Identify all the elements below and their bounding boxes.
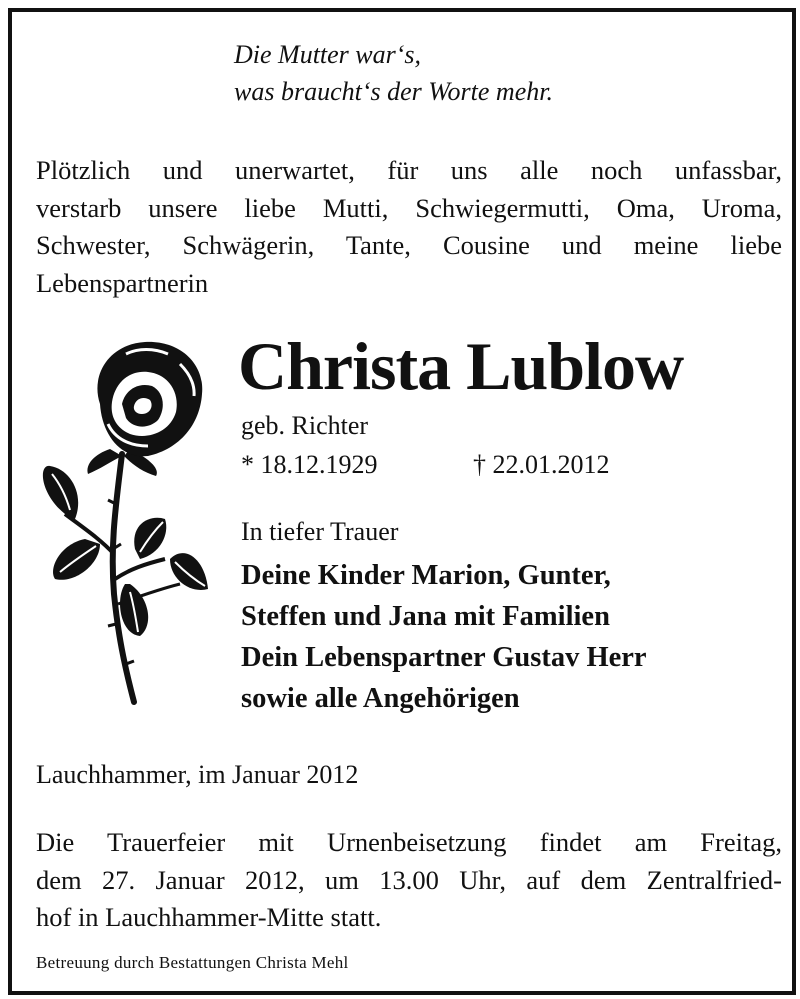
- funeral-line: hof in Lauchhammer-Mitte statt.: [36, 902, 382, 932]
- intro-line: Plötzlich und unerwartet, für uns alle noch unfassbar,: [36, 155, 782, 185]
- motto: [234, 36, 553, 110]
- motto-line-2: was braucht‘s der Worte mehr.: [234, 77, 553, 106]
- funeral-line: Die Trauerfeier mit Urnenbeisetzung findet am Freitag,: [36, 827, 782, 857]
- mourning-intro: In tiefer Trauer: [241, 517, 399, 546]
- rose-icon: [30, 334, 220, 714]
- funeral-info: [36, 824, 782, 937]
- mourners-line: sowie alle Angehörigen: [241, 683, 520, 714]
- funeral-line: dem 27. Januar 2012, um 13.00 Uhr, auf dem Zentralfried-: [36, 864, 782, 895]
- born-name: geb. Richter: [241, 411, 369, 440]
- intro-line: Lebenspartnerin: [36, 267, 209, 298]
- mourners-line: Steffen und Jana mit Familien: [241, 601, 610, 632]
- intro-line: verstarb unsere liebe Mutti, Schwiegermutti, Oma, Uroma,: [36, 192, 782, 223]
- funeral-home-credit: Betreuung durch Bestattungen Christa Mehl: [36, 953, 349, 972]
- mourners-line: Dein Lebenspartner Gustav Herr: [241, 642, 647, 673]
- mourners-list: [241, 555, 647, 719]
- birth-date: * 18.12.1929: [241, 450, 378, 479]
- death-date: † 22.01.2012: [473, 450, 610, 479]
- intro-text: [36, 152, 782, 302]
- motto-line-1: Die Mutter war‘s,: [234, 40, 422, 69]
- obituary-frame: [8, 8, 796, 995]
- mourners-line: Deine Kinder Marion, Gunter,: [241, 560, 611, 591]
- place-date: Lauchhammer, im Januar 2012: [36, 760, 359, 789]
- intro-line: Schwester, Schwägerin, Tante, Cousine und meine liebe: [36, 230, 782, 260]
- deceased-name: Christa Lublow: [238, 328, 684, 404]
- life-dates: [241, 449, 610, 481]
